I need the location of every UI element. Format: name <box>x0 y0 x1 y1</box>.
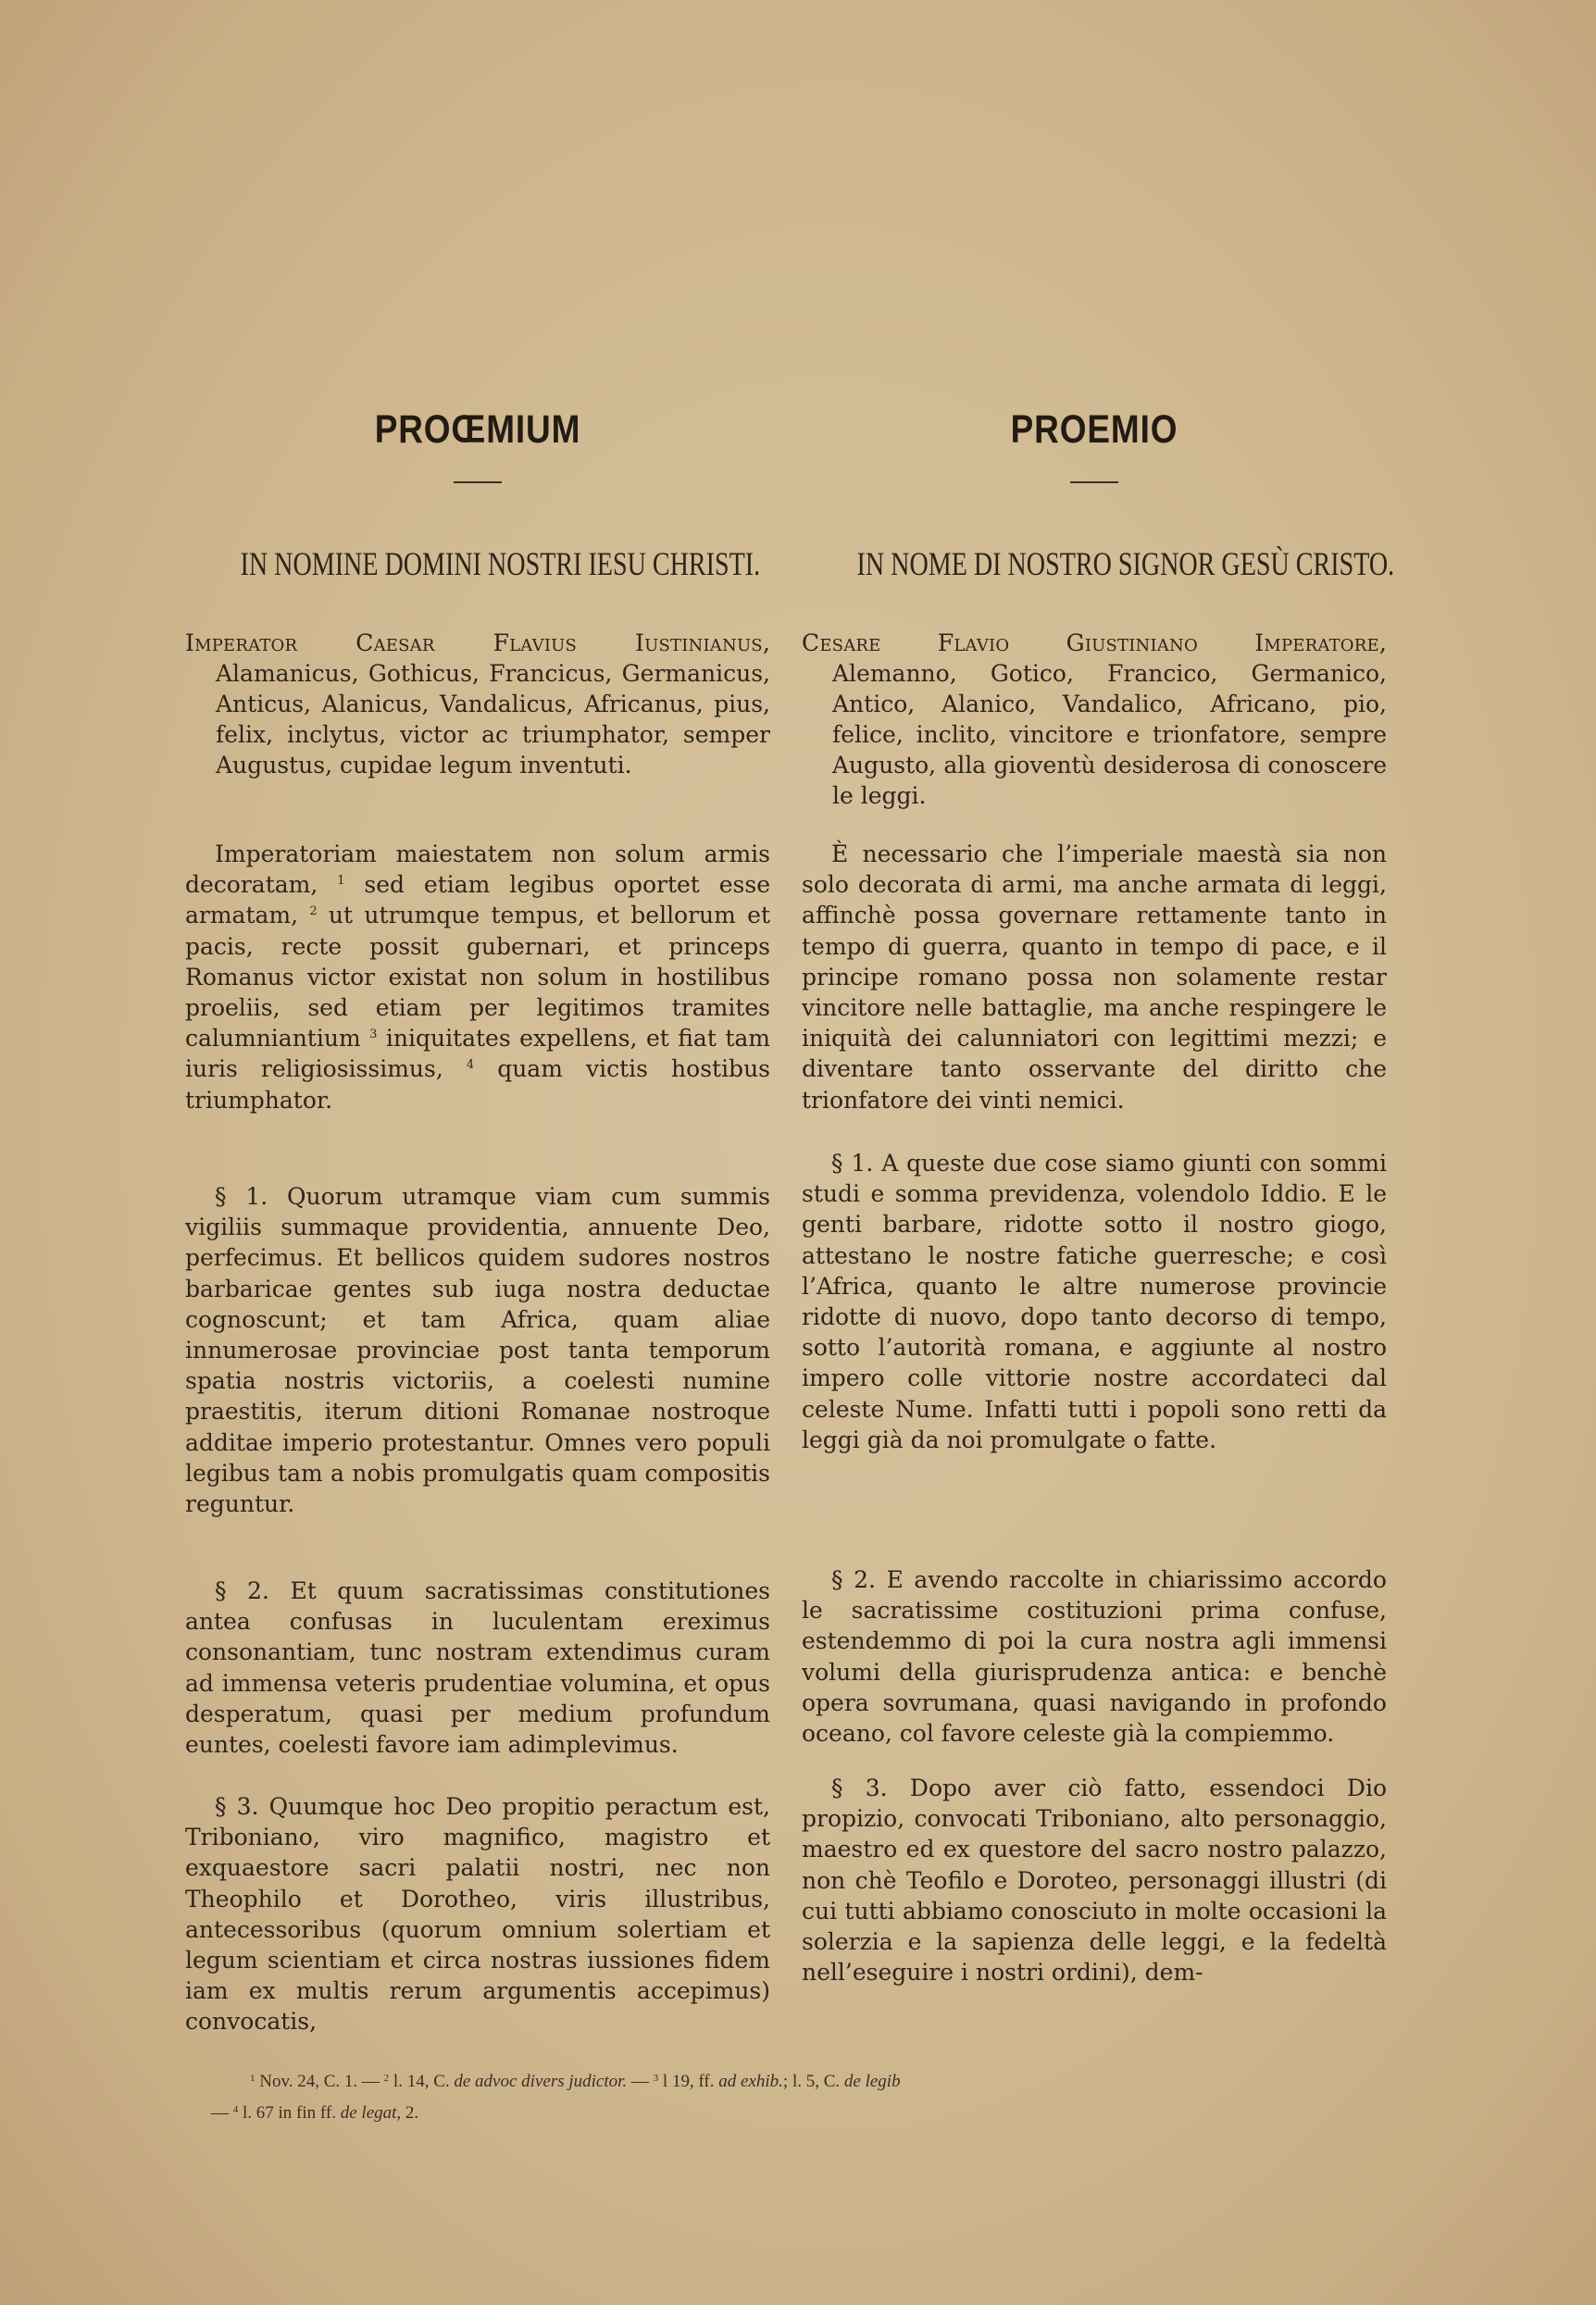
latin-invocation: IN NOMINE DOMINI NOSTRI IESU CHRISTI. <box>240 545 761 582</box>
text-run: l 19, ff. <box>658 2072 719 2091</box>
text-run: sed etiam legibus oportet esse armatam, <box>185 871 770 929</box>
text-run: l. 14, C. <box>389 2072 455 2091</box>
footnote-marker: 3 <box>369 1028 378 1042</box>
latin-paragraph-intro <box>185 839 770 1115</box>
text-run: l. 67 in fin ff. <box>238 2103 341 2123</box>
text-run: , 2. <box>396 2103 419 2123</box>
italian-salutation-body: Alemanno, Gotico, Francico, Germanico, Antico, Alanico, Vandalico, Africano, pio, felice, inclito, vincitore e trionfatore, sempre Augusto, alla gioventù desiderosa di conoscere le leggi. <box>832 660 1387 809</box>
italian-invocation: IN NOME DI NOSTRO SIGNOR GESÙ CRISTO. <box>856 545 1395 582</box>
latin-salutation-body: Alamanicus, Gothicus, Francicus, Germanicus, Anticus, Alanicus, Vandalicus, Africanus, pius, felix, inclytus, victor ac triumphator, semper Augustus, cupidae legum inventuti. <box>216 660 770 779</box>
citation-title: de advoc divers judictor. <box>454 2072 628 2091</box>
footnote-marker: 4 <box>466 1058 475 1073</box>
italian-paragraph-1: § 1. A queste due cose siamo giunti con sommi studi e somma previdenza, volendolo Iddio. E le genti barbare, ridotte sotto il nostro giogo, attestano le nostre fatiche guerresche; e così l’Africa, quanto le altre numerose provincie ridotte di nuovo, dopo tanto decorso di tempo, sotto l’autorità romana, e aggiunte al nostro impero colle vittorie nostre accordateci dal celeste Nume. Infatti tutti i popoli sono retti da leggi già da noi promulgate o fatte. <box>802 1150 1387 1453</box>
title-divider <box>1070 481 1118 483</box>
citation-title: de legib <box>843 2072 901 2091</box>
footnote-marker: 1 <box>250 2073 256 2084</box>
italian-title: PROEMIO <box>1010 407 1178 452</box>
latin-paragraph-1: § 1. Quorum utramque viam cum summis vigiliis summaque providentia, annuente Deo, perfecimus. Et bellicos quidem sudores nostros barbaricae gentes sub iuga nostra deductae cognoscunt; et tam Africa, quam aliae innumerosae provinciae post tanta temporum spatia nostris victoriis, a coelesti numine praestitis, iterum ditioni Romanae nostroque additae imperio protestantur. Omnes vero populi legibus tam a nobis promulgatis quam compositis reguntur. <box>185 1183 770 1518</box>
italian-paragraph-2: § 2. E avendo raccolte in chiarissimo accordo le sacratissime costituzioni prima confuse, estendemmo di poi la cura nostra agli immensi volumi della giurisprudenza antica: e benchè opera sovrumana, quasi navigando in profondo oceano, col favore celeste già la compiemmo. <box>802 1566 1387 1748</box>
text-run: Imperatoriam maiestatem non solum armis decoratam, <box>185 841 770 899</box>
text-run: Nov. 24, C. 1. — <box>255 2072 384 2091</box>
footnotes <box>211 2066 1389 2129</box>
latin-paragraph-2: § 2. Et quum sacratissimas constitutiones antea confusas in luculentam ereximus consonantiam, tunc nostram extendimus curam ad immensa veteris prudentiae volumina, et opus desperatum, quasi per medium profundum euntes, coelesti favore iam adimplevimus. <box>185 1577 770 1759</box>
text-run: ut utrumque tempus, et bellorum et pacis, recte possit gubernari, et princeps Romanus victor existat non solum in hostilibus proeliis, sed etiam per legitimos tramites calumniantium <box>185 902 770 1053</box>
latin-title: PROŒMIUM <box>374 407 581 452</box>
italian-salutation-head: Cesare Flavio Giustiniano Imperatore, <box>802 629 1387 656</box>
footnote-line <box>250 2066 1389 2098</box>
latin-salutation <box>185 628 770 780</box>
title-divider <box>454 481 502 483</box>
italian-paragraph-intro: È necessario che l’imperiale maestà sia non solo decorata di armi, ma anche armata di leggi, affinchè possa governare rettamente tanto in tempo di guerra, quanto in tempo di pace, e il principe romano possa non solamente restar vincitore nelle battaglie, ma anche respingere le iniquità dei calunniatori con legittimi mezzi; e diventare tanto osservante del diritto che trionfatore dei vinti nemici. <box>802 841 1387 1114</box>
footnote-line <box>211 2098 1389 2129</box>
citation-title: ad exhib. <box>718 2072 783 2091</box>
footnote-marker: 3 <box>653 2073 659 2084</box>
footnote-marker: 2 <box>309 904 318 919</box>
text-run: quam victis hostibus triumphator. <box>185 1055 770 1114</box>
text-run: ; l. 5, C. <box>782 2072 844 2091</box>
citation-title: de legat <box>340 2103 397 2123</box>
italian-paragraph-3: § 3. Dopo aver ciò fatto, essendoci Dio propizio, convocati Triboniano, alto personaggio, maestro ed ex questore del sacro nostro palazzo, non chè Teofilo e Doroteo, personaggi illustri (di cui tutti abbiamo conosciuto in molte occasioni la solerzia e la sapienza delle leggi, e la fedeltà nell’eseguire i nostri ordini), dem- <box>802 1775 1387 1987</box>
italian-salutation <box>802 628 1387 811</box>
text-run: — <box>627 2072 654 2091</box>
latin-paragraph-3: § 3. Quumque hoc Deo propitio peractum est, Triboniano, viro magnifico, magistro et exquaestore sacri palatii nostri, nec non Theophilo et Dorotheo, viris illustribus, antecessoribus (quorum omnium solertiam et legum scientiam et circa nostras iussiones fidem iam ex multis rerum argumentis accepimus) convocatis, <box>185 1793 770 2036</box>
latin-salutation-head: Imperator Caesar Flavius Iustinianus, <box>185 629 770 656</box>
footnote-marker: 1 <box>337 874 345 889</box>
text-run: iniquitates expellens, et fiat tam iuris religiosissimus, <box>185 1025 771 1083</box>
footnote-marker: 4 <box>232 2104 239 2115</box>
text-run: — <box>211 2103 233 2123</box>
footnote-marker: 2 <box>383 2073 390 2084</box>
